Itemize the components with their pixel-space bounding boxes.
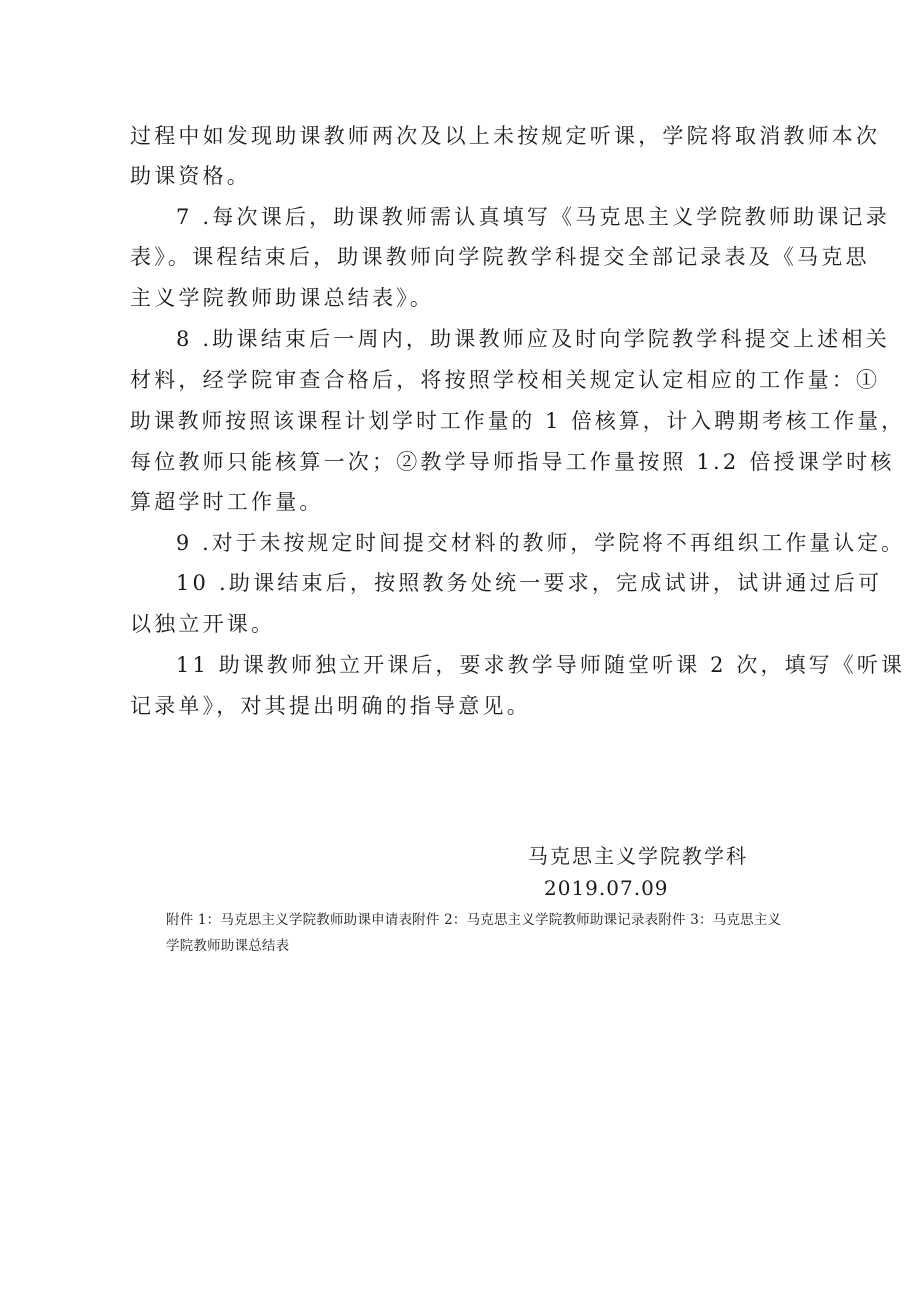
signature-date: 2019.07.09 — [544, 876, 669, 900]
item-11-text: 11 助课教师独立开课后，要求教学导师随堂听课 2 次，填写《听课 — [176, 653, 905, 677]
signature-department: 马克思主义学院教学科 — [528, 844, 748, 868]
body-text-line: 以独立开课。 — [130, 612, 276, 636]
item-7-text: 7 .每次课后，助课教师需认真填写《马克思主义学院教师助课记录 — [176, 205, 890, 229]
body-text-line: 主义学院教师助课总结表》。 — [130, 286, 435, 310]
item-8-text: 8 .助课结束后一周内，助课教师应及时向学院教学科提交上述相关 — [176, 327, 890, 351]
item-10-text: 10 .助课结束后，按照教务处统一要求，完成试讲，试讲通过后可 — [176, 571, 883, 595]
attachments-line: 学院教师助课总结表 — [166, 938, 290, 954]
item-9-text: 9 .对于未按规定时间提交材料的教师，学院将不再组织工作量认定。 — [176, 531, 906, 555]
body-text-line: 助课资格。 — [130, 164, 251, 188]
body-text-line: 记录单》，对其提出明确的指导意见。 — [130, 694, 531, 718]
body-text-line: 每位教师只能核算一次；②教学导师指导工作量按照 1.2 倍授课学时核 — [130, 450, 895, 474]
attachments-line: 附件 1：马克思主义学院教师助课申请表附件 2：马克思主义学院教师助课记录表附件 3：马克思主义 — [166, 912, 782, 928]
body-text-line: 助课教师按照该课程计划学时工作量的 1 倍核算，计入聘期考核工作量， — [130, 409, 906, 433]
body-text-line: 材料，经学院审查合格后，将按照学校相关规定认定相应的工作量：① — [130, 368, 881, 392]
body-text-line: 表》。课程结束后，助课教师向学院教学科提交全部记录表及《马克思 — [130, 245, 870, 269]
body-text-line: 过程中如发现助课教师两次及以上未按规定听课，学院将取消教师本次 — [130, 124, 881, 148]
body-text-line: 算超学时工作量。 — [130, 490, 324, 514]
